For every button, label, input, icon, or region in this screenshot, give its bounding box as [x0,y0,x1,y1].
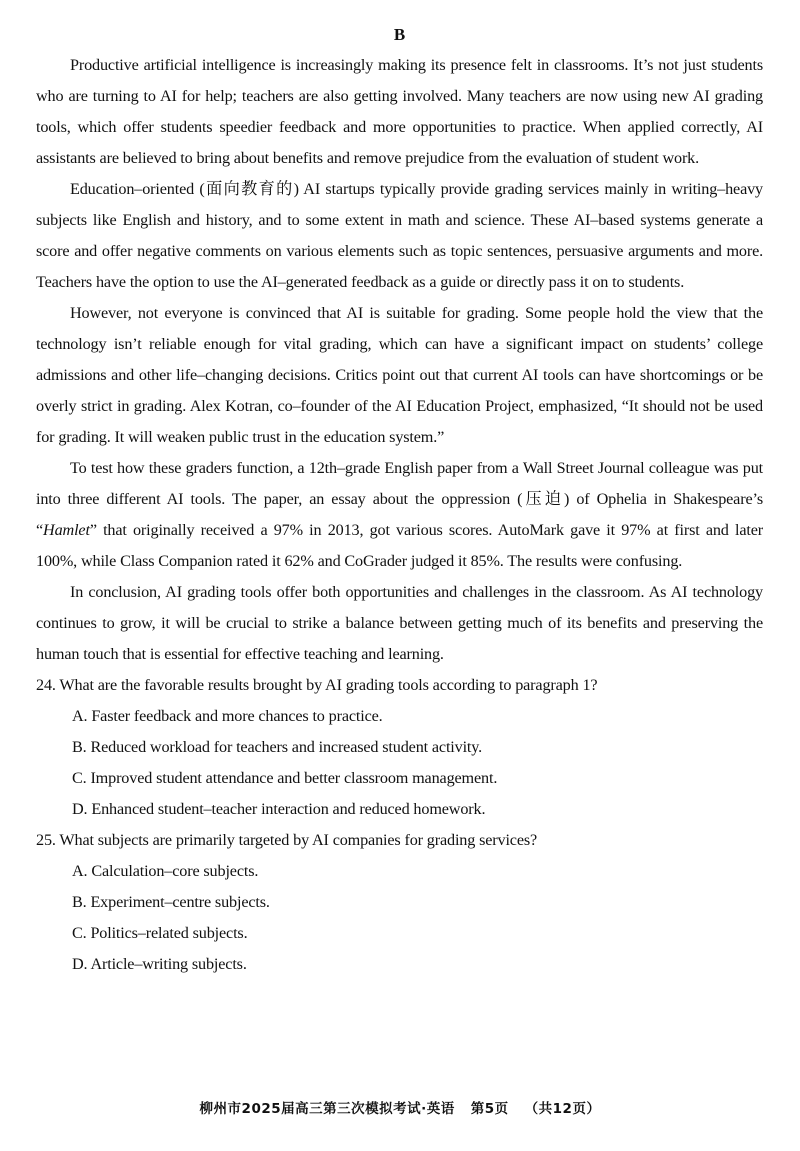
question-number: 24. [36,676,56,694]
option-d[interactable]: D. Article–writing subjects. [72,955,247,973]
question-24 [36,670,763,825]
passage-paragraph-2: Education–oriented (面向教育的) AI startups typically provide grading services mainly in writing–heavy subjects like English and history, and to some extent in math and science. These AI–based systems generate a score and offer negative comments on various elements such as topic sentences, persuasive arguments and more. Teachers have the option to use the AI–generated feedback as a guide or directly pass it on to students. [36,180,763,291]
option-a[interactable]: A. Calculation–core subjects. [72,862,259,880]
exam-page [36,20,763,980]
passage-paragraph-5: In conclusion, AI grading tools offer both opportunities and challenges in the classroom. As AI technology continues to grow, it will be crucial to strike a balance between getting much of its benefits and preserving the human touch that is essential for effective teaching and learning. [36,583,763,663]
option-c[interactable]: C. Improved student attendance and better classroom management. [72,769,498,787]
hamlet-title: Hamlet [43,521,90,539]
question-text: What are the favorable results brought by AI grading tools according to paragraph 1? [59,676,598,694]
reading-passage [36,50,763,670]
section-title: B [393,25,406,44]
page-number: 第5页 [470,1101,509,1117]
question-number: 25. [36,831,56,849]
passage-paragraph-1: Productive artificial intelligence is increasingly making its presence felt in classrooms. It’s not just students who are turning to AI for help; teachers are also getting involved. Many teachers are now using new AI grading tools, which offer students speedier feedback and more opportunities to practice. When applied correctly, AI assistants are believed to bring about benefits and remove prejudice from the evaluation of student work. [36,56,763,167]
paragraph-4-text-end: ” that originally received a 97% in 2013, got various scores. AutoMark gave it 97% at first and later 100%, while Class Companion rated it 62% and CoGrader judged it 85%. The results were confusing. [36,521,763,570]
page-footer [0,1097,800,1117]
option-c[interactable]: C. Politics–related subjects. [72,924,248,942]
exam-name: 柳州市2025届高三第三次模拟考试·英语 [199,1101,455,1117]
option-a[interactable]: A. Faster feedback and more chances to practice. [72,707,383,725]
total-pages: （共12页） [524,1101,601,1117]
option-b[interactable]: B. Experiment–centre subjects. [72,893,270,911]
question-stem [36,825,763,856]
passage-paragraph-4 [36,453,763,577]
option-d[interactable]: D. Enhanced student–teacher interaction and reduced homework. [72,800,486,818]
option-b[interactable]: B. Reduced workload for teachers and increased student activity. [72,738,483,756]
question-text: What subjects are primarily targeted by AI companies for grading services? [59,831,538,849]
question-25 [36,825,763,980]
passage-paragraph-3: However, not everyone is convinced that AI is suitable for grading. Some people hold the view that the technology isn’t reliable enough for vital grading, which can have a significant impact on students’ college admissions and other life–changing decisions. Critics point out that current AI tools can have shortcomings or be overly strict in grading. Alex Kotran, co–founder of the AI Education Project, emphasized, “It should not be used for grading. It will weaken public trust in the education system.” [36,304,763,446]
question-stem [36,670,763,701]
paragraph-4-text-start: To test how these graders function, a 12th–grade English paper from a Wall Street Journal colleague was put into three different AI tools. The paper, an essay about the oppression (压迫) of Ophelia in Shakespeare’s “ [36,459,763,539]
